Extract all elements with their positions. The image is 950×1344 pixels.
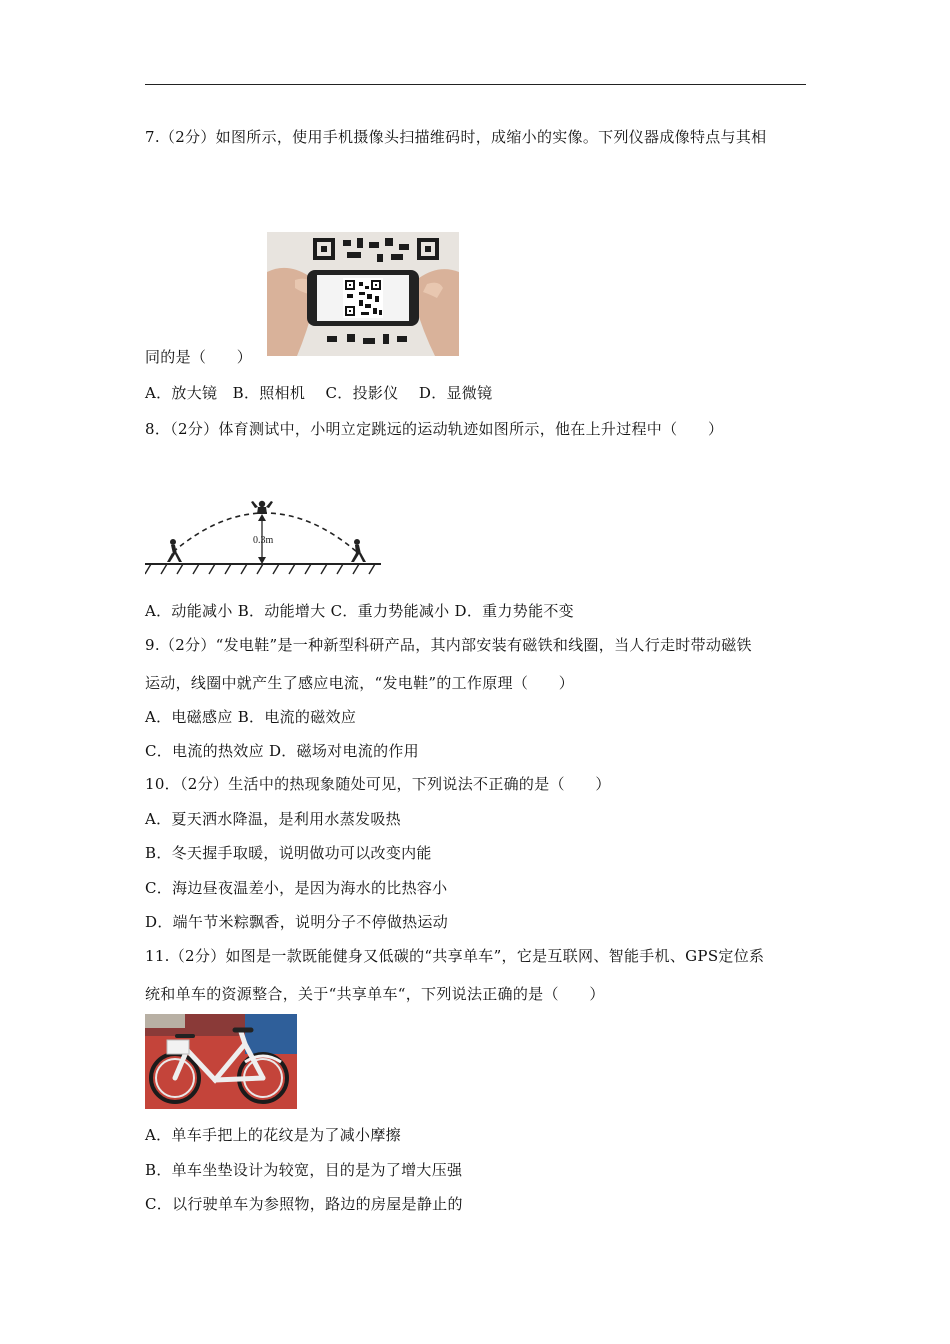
shared-bike-photo (145, 1014, 297, 1109)
q10-option-b: B．冬天握手取暖，说明做功可以改变内能 (145, 844, 432, 862)
trajectory-curve (173, 513, 357, 552)
q11-option-a: A．单车手把上的花纹是为了减小摩擦 (145, 1126, 401, 1144)
q9-stem-line1: 9.（2分）“发电鞋”是一种新型科研产品，其内部安装有磁铁和线圈，当人行走时带动磁铁 (145, 636, 752, 654)
q11-stem-line2: 统和单车的资源整合，关于“共享单车“，下列说法正确的是（ ） (145, 985, 605, 1003)
jumper-landing-icon (351, 539, 366, 562)
q7-stem-line2: 同的是（ ） (145, 348, 253, 366)
q10-option-a: A．夏天洒水降温，是利用水蒸发吸热 (145, 810, 401, 828)
q10-option-d: D．端午节米粽飘香，说明分子不停做热运动 (145, 913, 449, 931)
header-rule (145, 84, 806, 85)
height-label: 0.3m (253, 535, 274, 546)
q7-stem-line1: 7.（2分）如图所示，使用手机摄像头扫描维码时，成缩小的实像。下列仪器成像特点与其相 (145, 128, 767, 146)
q10-option-c: C．海边昼夜温差小，是因为海水的比热容小 (145, 879, 448, 897)
q8-options: A．动能减小 B．动能增大 C．重力势能减小 D．重力势能不变 (145, 602, 574, 620)
ground-hatching (145, 564, 375, 574)
q11-stem-line1: 11.（2分）如图是一款既能健身又低碳的“共享单车”，它是互联网、智能手机、GPS定位系 (145, 947, 765, 965)
q7-options: A．放大镜 B．照相机 C．投影仪 D．显微镜 (145, 384, 493, 402)
qr-scan-figure (267, 232, 459, 356)
q9-stem-line2: 运动，线圈中就产生了感应电流，“发电鞋”的工作原理（ ） (145, 674, 575, 692)
q9-options-line2: C．电流的热效应 D．磁场对电流的作用 (145, 742, 419, 760)
q11-option-b: B．单车坐垫设计为较宽，目的是为了增大压强 (145, 1161, 463, 1179)
q9-options-line1: A．电磁感应 B．电流的磁效应 (145, 708, 357, 726)
q11-option-c: C．以行驶单车为参照物，路边的房屋是静止的 (145, 1195, 463, 1213)
long-jump-figure (145, 496, 381, 576)
jumper-apex-icon (251, 501, 273, 514)
q8-stem: 8．（2分）体育测试中，小明立定跳远的运动轨迹如图所示，他在上升过程中（ ） (145, 420, 724, 438)
jumper-start-icon (167, 539, 182, 562)
q10-stem: 10．（2分）生活中的热现象随处可见，下列说法不正确的是（ ） (145, 775, 611, 793)
